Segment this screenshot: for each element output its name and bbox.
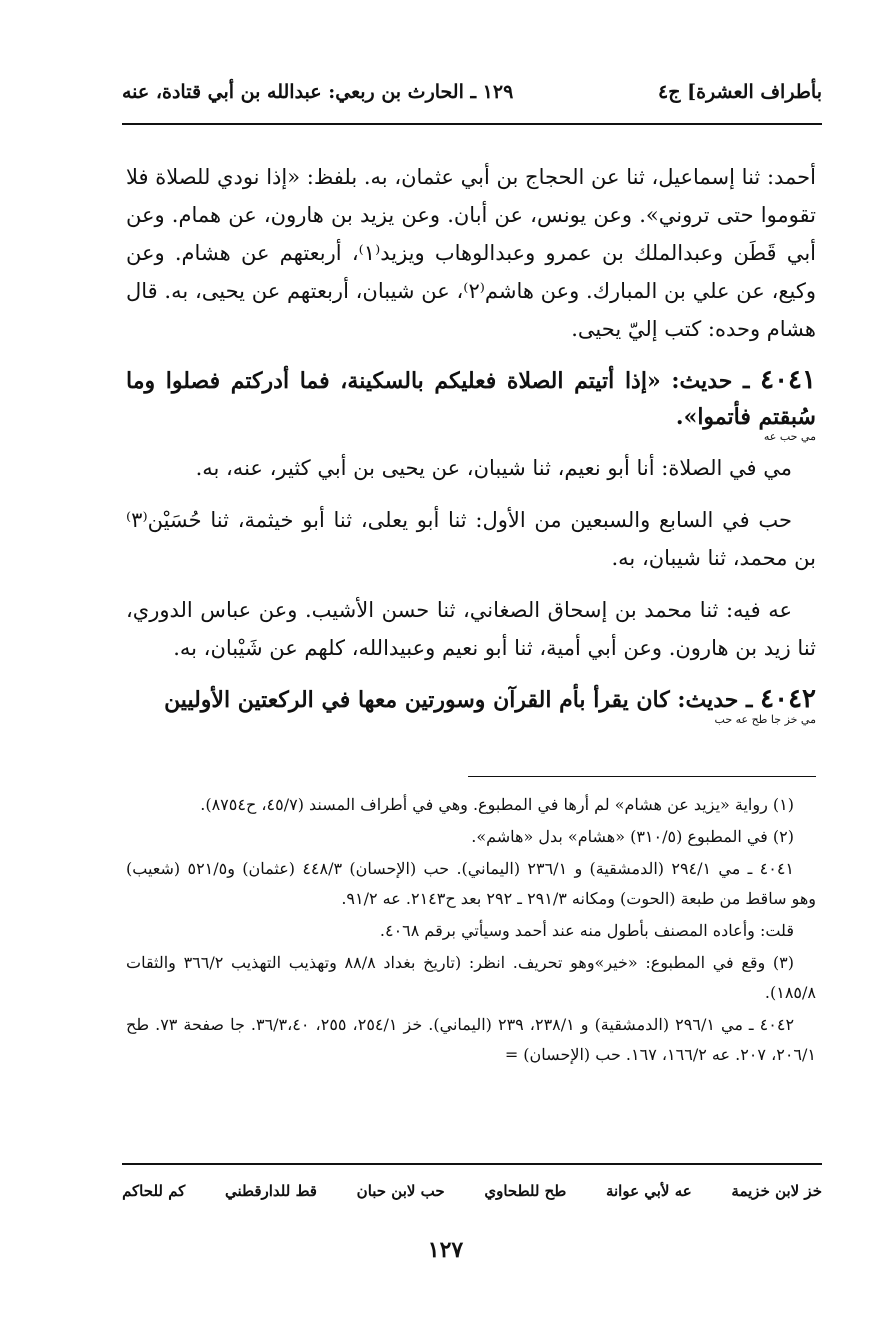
header-book-title: بأطراف العشرة] ج٤ [658,81,822,103]
takhrij-4042: ٤٠٤٢ ـ مي ٢٩٦/١ (الدمشقية) و ٢٣٨/١، ٢٣٩ (اليماني). خز ٢٥٤/١، ٢٥٥، ٣٦/٣،٤٠. جا صفحة ٧٣. طح ٢٠٦/١، ٢٠٧. عه ١٦٦/٢، ١٦٧. حب (الإحسان) = [126,1015,816,1064]
hadith-text: ـ حديث: «إذا أتيتم الصلاة فعليكم بالسكينة، فما أدركتم فصلوا وما سُبقتم فأتموا». [126,368,816,430]
hadith-4041 [126,362,816,443]
hadith-number: ٤٠٤٢ [760,684,816,714]
note-qultu: قلت: وأعاده المصنف بأطول منه عند أحمد وسيأتي برقم ٤٠٦٨. [379,921,794,940]
paragraph-ibn-hibban: حب في السابع والسبعين من الأول: ثنا أبو يعلى، ثنا أبو خيثمة، ثنا حُسَيْن⁽٣⁾ بن محمد، ثنا شيبان، به. [126,508,816,570]
abbrev-item: عه لأبي عوانة [605,1182,692,1200]
paragraph-abu-awana: عه فيه: ثنا محمد بن إسحاق الصغاني، ثنا حسن الأشيب. وعن عباس الدوري، ثنا زيد بن هارون. وعن أبي أمية، ثنا أبو نعيم وعبيدالله، كلهم عن شَيْبان، به. [126,598,816,660]
hadith-number: ٤٠٤١ [760,365,816,395]
abbrev-item: كم للحاكم [122,1182,186,1200]
header-chapter-title: ١٢٩ ـ الحارث بن ربعي: عبدالله بن أبي قتادة، عنه [122,81,514,103]
abbrev-item: طح للطحاوي [484,1182,567,1200]
footnote-3: (٣) وقع في المطبوع: «خير»وهو تحريف. انظر: (تاريخ بغداد ٨٨/٨ وتهذيب التهذيب ٣٦٦/٢ والثقات ١٨٥/٨). [126,953,816,1002]
page-number: ١٢٧ [427,1237,464,1263]
running-header [122,74,822,110]
header-rule [122,123,822,125]
abbreviations-rule [122,1163,822,1165]
takhrij-4041: ٤٠٤١ ـ مي ٢٩٤/١ (الدمشقية) و ٢٣٦/١ (اليماني). حب (الإحسان) ٤٤٨/٣ (عثمان) و٥٢١/٥ (شعيب) وهو ساقط من طبعة (الحوت) ومكانه ٢٩١/٣ ـ ٢٩٢ بعد ح٢١٤٣. عه ٩١/٢. [126,859,816,908]
footnote-1: (١) رواية «يزيد عن هشام» لم أرها في المطبوع. وهي في أطراف المسند (٤٥/٧، ح٨٧٥٤). [200,795,794,814]
abbrev-item: خز لابن خزيمة [731,1182,822,1200]
paragraph-ahmad-chain: أحمد: ثنا إسماعيل، ثنا عن الحجاج بن أبي عثمان، به. بلفظ: «إذا نودي للصلاة فلا تقوموا حتى تروني». وعن يونس، عن أبان. وعن يزيد بن هارون، عن همام. وعن أبي قَطَن وعبدالملك بن عمرو وعبدالوهاب ويزيد⁽١⁾، أربعتهم عن هشام. وعن وكيع، عن علي بن المبارك. وعن هاشم⁽٢⁾، عن شيبان، أربعتهم عن يحيى، به. قال هشام وحده: كتب إليّ يحيى. [126,165,816,341]
hadith-4042 [126,681,816,726]
abbreviations-key [122,1182,822,1200]
abbrev-item: قط للدارقطني [225,1182,317,1200]
main-text [126,158,816,732]
hadith-text: ـ حديث: كان يقرأ بأم القرآن وسورتين معها في الركعتين الأوليين [164,687,753,713]
paragraph-darimi: مي في الصلاة: أنا أبو نعيم، ثنا شيبان، عن يحيى بن أبي كثير، عنه، به. [195,456,792,480]
footnote-2: (٢) في المطبوع (٣١٠/٥) «هشام» بدل «هاشم». [471,827,794,846]
footnote-rule [468,776,816,777]
hadith-sources: مي خز جا طح عه حب [714,713,816,726]
footnotes [126,790,816,1072]
abbrev-item: حب لابن حبان [356,1182,445,1200]
hadith-sources: مي حب عه [763,430,816,443]
